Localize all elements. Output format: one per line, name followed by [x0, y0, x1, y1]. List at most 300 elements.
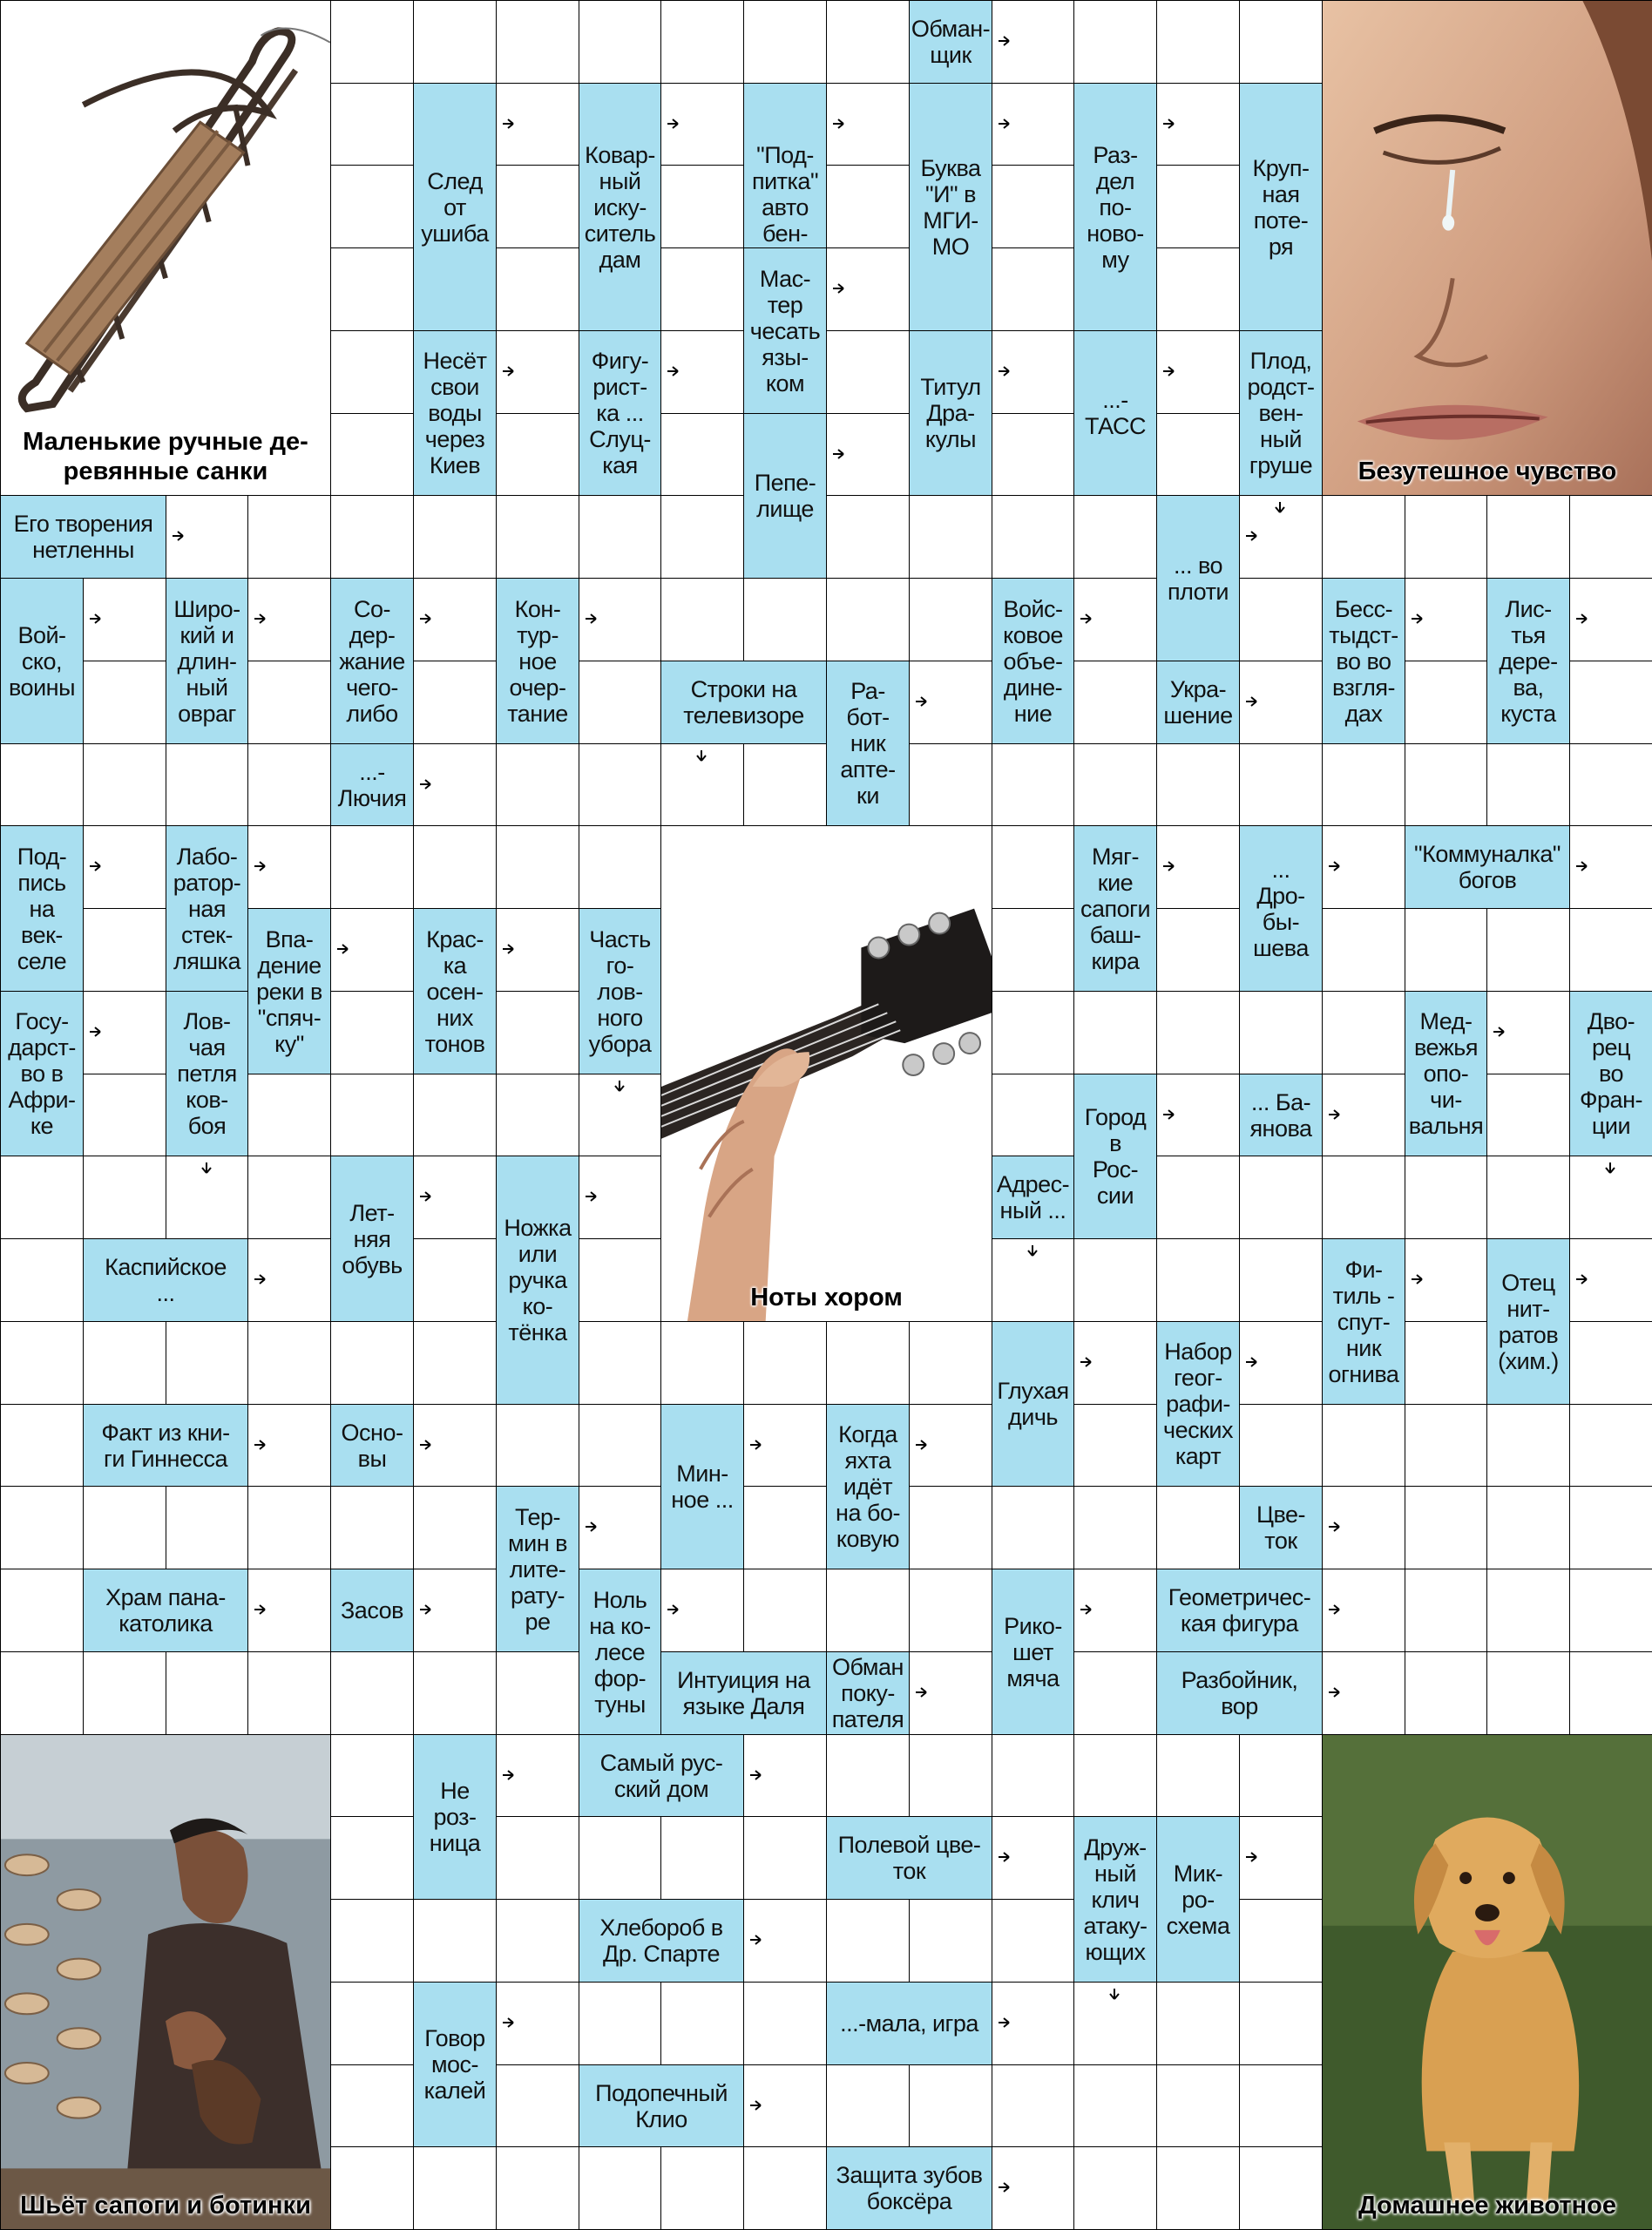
answer-cell[interactable]	[247, 1404, 331, 1487]
answer-cell[interactable]	[743, 1816, 827, 1900]
clue-cell: Ножка или ручка ко- тёнка	[496, 1156, 579, 1405]
answer-cell[interactable]	[496, 908, 579, 992]
answer-cell[interactable]	[413, 1238, 497, 1322]
answer-cell[interactable]	[247, 578, 331, 661]
answer-cell[interactable]	[330, 247, 414, 331]
answer-cell[interactable]	[909, 1404, 992, 1487]
clue-cell: Цве- ток	[1239, 1486, 1323, 1569]
answer-cell[interactable]	[743, 0, 827, 84]
answer-cell[interactable]	[579, 1816, 661, 1900]
answer-cell[interactable]	[1486, 1486, 1570, 1569]
answer-cell[interactable]	[1239, 661, 1323, 744]
answer-cell[interactable]	[826, 1321, 910, 1405]
answer-cell[interactable]	[1239, 1156, 1323, 1239]
answer-cell[interactable]	[1405, 661, 1487, 744]
answer-cell[interactable]	[413, 825, 497, 909]
answer-cell[interactable]	[1239, 578, 1323, 661]
clue-cell: Хлебороб в Др. Спарте	[579, 1899, 744, 1983]
answer-cell[interactable]	[826, 330, 910, 414]
answer-cell[interactable]	[992, 83, 1074, 166]
answer-cell[interactable]	[992, 1238, 1074, 1322]
answer-cell[interactable]	[1569, 908, 1652, 992]
answer-cell[interactable]	[247, 825, 331, 909]
answer-cell[interactable]	[660, 247, 744, 331]
answer-cell[interactable]	[1073, 495, 1157, 579]
answer-cell[interactable]	[0, 1404, 84, 1487]
answer-cell[interactable]	[413, 0, 497, 84]
clue-cell: Укра- шение	[1156, 661, 1240, 744]
answer-cell[interactable]	[660, 330, 744, 414]
answer-cell[interactable]	[1156, 1156, 1240, 1239]
answer-cell[interactable]	[1322, 1074, 1405, 1156]
answer-cell[interactable]	[1156, 1238, 1240, 1322]
answer-cell[interactable]	[1239, 991, 1323, 1074]
answer-cell[interactable]	[909, 1486, 992, 1569]
answer-cell[interactable]	[330, 2064, 414, 2147]
answer-cell[interactable]	[1239, 743, 1323, 826]
answer-cell[interactable]	[992, 413, 1074, 496]
guitar-caption: Ноты хором	[750, 1284, 903, 1312]
answer-cell[interactable]	[992, 2146, 1074, 2230]
answer-cell[interactable]	[1405, 1569, 1487, 1652]
clue-cell: ...- Лючия	[330, 743, 414, 826]
answer-cell[interactable]	[1486, 495, 1570, 579]
answer-cell[interactable]	[330, 1651, 414, 1735]
answer-cell[interactable]	[826, 0, 910, 84]
answer-cell[interactable]	[496, 495, 579, 579]
clue-cell: Обман- щик	[909, 0, 992, 84]
answer-cell[interactable]	[1569, 825, 1652, 909]
answer-cell[interactable]	[413, 1404, 497, 1487]
answer-cell[interactable]	[1569, 743, 1652, 826]
answer-cell[interactable]	[247, 1321, 331, 1405]
answer-cell[interactable]	[579, 2146, 661, 2230]
answer-cell[interactable]	[660, 1321, 744, 1405]
answer-cell[interactable]	[1322, 908, 1405, 992]
answer-cell[interactable]	[992, 330, 1074, 414]
answer-cell[interactable]	[1156, 2064, 1240, 2147]
answer-cell[interactable]	[0, 743, 84, 826]
answer-cell[interactable]	[660, 165, 744, 248]
answer-cell[interactable]	[1073, 991, 1157, 1074]
answer-cell[interactable]	[909, 1734, 992, 1817]
answer-cell[interactable]	[660, 2146, 744, 2230]
answer-cell[interactable]	[83, 1156, 166, 1239]
answer-cell[interactable]	[660, 0, 744, 84]
answer-cell[interactable]	[247, 743, 331, 826]
answer-cell[interactable]	[1156, 1486, 1240, 1569]
answer-cell[interactable]	[909, 1651, 992, 1735]
answer-cell[interactable]	[413, 578, 497, 661]
answer-cell[interactable]	[743, 2146, 827, 2230]
answer-cell[interactable]	[909, 495, 992, 579]
answer-cell[interactable]	[83, 1321, 166, 1405]
answer-cell[interactable]	[660, 1816, 744, 1900]
clue-cell: Геометричес- кая фигура	[1156, 1569, 1323, 1652]
answer-cell[interactable]	[1486, 1074, 1570, 1156]
answer-cell[interactable]	[1322, 1156, 1405, 1239]
answer-cell[interactable]	[909, 743, 992, 826]
answer-cell[interactable]	[83, 578, 166, 661]
answer-cell[interactable]	[1156, 908, 1240, 992]
answer-cell[interactable]	[496, 1899, 579, 1983]
answer-cell[interactable]	[1405, 495, 1487, 579]
answer-cell[interactable]	[1486, 1569, 1570, 1652]
answer-cell[interactable]	[579, 1404, 661, 1487]
answer-cell[interactable]	[579, 743, 661, 826]
answer-cell[interactable]	[1322, 1486, 1405, 1569]
answer-cell[interactable]	[413, 1156, 497, 1239]
clue-cell: Тер- мин в лите- рату- ре	[496, 1486, 579, 1652]
answer-cell[interactable]	[247, 1238, 331, 1322]
answer-cell[interactable]	[83, 1651, 166, 1735]
answer-cell[interactable]	[992, 0, 1074, 84]
answer-cell[interactable]	[743, 1569, 827, 1652]
answer-cell[interactable]	[743, 1982, 827, 2065]
answer-cell[interactable]	[660, 413, 744, 496]
answer-cell[interactable]	[330, 991, 414, 1074]
answer-cell[interactable]	[1156, 83, 1240, 166]
answer-cell[interactable]	[0, 1569, 84, 1652]
answer-cell[interactable]	[1405, 1651, 1487, 1735]
answer-cell[interactable]	[826, 1899, 910, 1983]
answer-cell[interactable]	[496, 1816, 579, 1900]
answer-cell[interactable]	[166, 1156, 248, 1239]
answer-cell[interactable]	[1073, 1734, 1157, 1817]
answer-cell[interactable]	[579, 1074, 661, 1156]
clue-cell: Лет- няя обувь	[330, 1156, 414, 1322]
answer-cell[interactable]	[413, 1569, 497, 1652]
answer-cell[interactable]	[83, 1074, 166, 1156]
clue-cell: Интуиция на языке Даля	[660, 1651, 827, 1735]
answer-cell[interactable]	[330, 495, 414, 579]
answer-cell[interactable]	[743, 1321, 827, 1405]
answer-cell[interactable]	[992, 247, 1074, 331]
clue-cell: Ковар- ный иску- ситель дам	[579, 83, 661, 331]
answer-cell[interactable]	[1239, 1321, 1323, 1405]
answer-cell[interactable]	[1405, 1238, 1487, 1322]
answer-cell[interactable]	[247, 495, 331, 579]
answer-cell[interactable]	[1073, 0, 1157, 84]
answer-cell[interactable]	[1239, 1238, 1323, 1322]
answer-cell[interactable]	[992, 825, 1074, 909]
answer-cell[interactable]	[330, 2146, 414, 2230]
answer-cell[interactable]	[413, 495, 497, 579]
answer-cell[interactable]	[1322, 1569, 1405, 1652]
answer-cell[interactable]	[1156, 330, 1240, 414]
answer-cell[interactable]	[579, 495, 661, 579]
answer-cell[interactable]	[1405, 743, 1487, 826]
answer-cell[interactable]	[1073, 1569, 1157, 1652]
answer-cell[interactable]	[1156, 1074, 1240, 1156]
answer-cell[interactable]	[496, 825, 579, 909]
answer-cell[interactable]	[83, 743, 166, 826]
answer-cell[interactable]	[743, 1486, 827, 1569]
tears-picture	[1322, 0, 1652, 496]
answer-cell[interactable]	[413, 2146, 497, 2230]
answer-cell[interactable]	[496, 1651, 579, 1735]
answer-cell[interactable]	[1156, 991, 1240, 1074]
answer-cell[interactable]	[496, 1982, 579, 2065]
answer-cell[interactable]	[826, 83, 910, 166]
answer-cell[interactable]	[1156, 2146, 1240, 2230]
answer-cell[interactable]	[413, 1321, 497, 1405]
answer-cell[interactable]	[1405, 578, 1487, 661]
answer-cell[interactable]	[166, 1651, 248, 1735]
answer-cell[interactable]	[1486, 1651, 1570, 1735]
answer-cell[interactable]	[826, 247, 910, 331]
answer-cell[interactable]	[909, 1569, 992, 1652]
answer-cell[interactable]	[0, 1651, 84, 1735]
answer-cell[interactable]	[1486, 908, 1570, 992]
answer-cell[interactable]	[166, 1486, 248, 1569]
answer-cell[interactable]	[743, 578, 827, 661]
answer-cell[interactable]	[496, 413, 579, 496]
answer-cell[interactable]	[330, 413, 414, 496]
answer-cell[interactable]	[1073, 743, 1157, 826]
answer-cell[interactable]	[1322, 1404, 1405, 1487]
answer-cell[interactable]	[496, 1074, 579, 1156]
answer-cell[interactable]	[1073, 2146, 1157, 2230]
answer-cell[interactable]	[743, 1899, 827, 1983]
answer-cell[interactable]	[992, 165, 1074, 248]
answer-cell[interactable]	[1239, 1734, 1323, 1817]
answer-cell[interactable]	[909, 661, 992, 744]
answer-cell[interactable]	[166, 1321, 248, 1405]
answer-cell[interactable]	[660, 1569, 744, 1652]
answer-cell[interactable]	[660, 578, 744, 661]
answer-cell[interactable]	[247, 661, 331, 744]
answer-cell[interactable]	[1073, 1238, 1157, 1322]
answer-cell[interactable]	[1239, 495, 1323, 579]
answer-cell[interactable]	[1073, 1651, 1157, 1735]
answer-cell[interactable]	[1486, 743, 1570, 826]
answer-cell[interactable]	[1322, 991, 1405, 1074]
answer-cell[interactable]	[992, 1486, 1074, 1569]
answer-cell[interactable]	[247, 1569, 331, 1652]
answer-cell[interactable]	[1239, 1816, 1323, 1900]
answer-cell[interactable]	[826, 1569, 910, 1652]
answer-cell[interactable]	[1156, 825, 1240, 909]
answer-cell[interactable]	[660, 83, 744, 166]
answer-cell[interactable]	[579, 1486, 661, 1569]
tears-caption: Безутешное чувство	[1357, 458, 1617, 485]
answer-cell[interactable]	[1239, 2146, 1323, 2230]
answer-cell[interactable]	[1073, 661, 1157, 744]
answer-cell[interactable]	[247, 1651, 331, 1735]
answer-cell[interactable]	[0, 1321, 84, 1405]
answer-cell[interactable]	[83, 661, 166, 744]
answer-cell[interactable]	[1569, 578, 1652, 661]
answer-cell[interactable]	[1569, 1486, 1652, 1569]
answer-cell[interactable]	[0, 1238, 84, 1322]
answer-cell[interactable]	[992, 1899, 1074, 1983]
answer-cell[interactable]	[330, 1982, 414, 2065]
answer-cell[interactable]	[1486, 1404, 1570, 1487]
answer-cell[interactable]	[992, 495, 1074, 579]
answer-cell[interactable]	[1322, 495, 1405, 579]
answer-cell[interactable]	[579, 825, 661, 909]
answer-cell[interactable]	[579, 661, 661, 744]
answer-cell[interactable]	[992, 743, 1074, 826]
answer-cell[interactable]	[579, 0, 661, 84]
answer-cell[interactable]	[330, 1734, 414, 1817]
answer-cell[interactable]	[743, 2064, 827, 2147]
answer-cell[interactable]	[826, 2064, 910, 2147]
answer-cell[interactable]	[83, 825, 166, 909]
answer-cell[interactable]	[826, 413, 910, 496]
answer-cell[interactable]	[909, 1321, 992, 1405]
answer-cell[interactable]	[330, 1486, 414, 1569]
answer-cell[interactable]	[1156, 413, 1240, 496]
answer-cell[interactable]	[413, 1074, 497, 1156]
answer-cell[interactable]	[992, 1734, 1074, 1817]
answer-cell[interactable]	[330, 165, 414, 248]
answer-cell[interactable]	[1156, 1982, 1240, 2065]
clue-cell: Строки на телевизоре	[660, 661, 827, 744]
answer-cell[interactable]	[1569, 1569, 1652, 1652]
answer-cell[interactable]	[496, 991, 579, 1074]
answer-cell[interactable]	[826, 165, 910, 248]
answer-cell[interactable]	[330, 1816, 414, 1900]
answer-cell[interactable]	[166, 743, 248, 826]
answer-cell[interactable]	[496, 1734, 579, 1817]
answer-cell[interactable]	[1239, 0, 1323, 84]
answer-cell[interactable]	[496, 247, 579, 331]
answer-cell[interactable]	[330, 1899, 414, 1983]
answer-cell[interactable]	[1569, 1156, 1652, 1239]
answer-cell[interactable]	[330, 825, 414, 909]
answer-cell[interactable]	[247, 1156, 331, 1239]
answer-cell[interactable]	[579, 1238, 661, 1322]
answer-cell[interactable]	[1239, 1404, 1323, 1487]
answer-cell[interactable]	[579, 578, 661, 661]
answer-cell[interactable]	[1156, 0, 1240, 84]
answer-cell[interactable]	[413, 661, 497, 744]
answer-cell[interactable]	[1073, 2064, 1157, 2147]
answer-cell[interactable]	[992, 991, 1074, 1074]
answer-cell[interactable]	[1073, 1321, 1157, 1405]
answer-cell[interactable]	[413, 1651, 497, 1735]
answer-cell[interactable]	[579, 1321, 661, 1405]
answer-cell[interactable]	[826, 578, 910, 661]
answer-cell[interactable]	[992, 1074, 1074, 1156]
answer-cell[interactable]	[1405, 1404, 1487, 1487]
answer-cell[interactable]	[496, 0, 579, 84]
answer-cell[interactable]	[909, 578, 992, 661]
answer-cell[interactable]	[330, 1074, 414, 1156]
answer-cell[interactable]	[496, 743, 579, 826]
answer-cell[interactable]	[1322, 743, 1405, 826]
clue-cell: ... во плоти	[1156, 495, 1240, 661]
answer-cell[interactable]	[1073, 578, 1157, 661]
answer-cell[interactable]	[413, 1899, 497, 1983]
answer-cell[interactable]	[1156, 165, 1240, 248]
answer-cell[interactable]	[1569, 1321, 1652, 1405]
answer-cell[interactable]	[826, 495, 910, 579]
answer-cell[interactable]	[1405, 1156, 1487, 1239]
answer-cell[interactable]	[1405, 1486, 1487, 1569]
answer-cell[interactable]	[496, 2146, 579, 2230]
answer-cell[interactable]	[909, 1899, 992, 1983]
answer-cell[interactable]	[1569, 495, 1652, 579]
answer-cell[interactable]	[1073, 1404, 1157, 1487]
answer-cell[interactable]	[166, 495, 248, 579]
answer-cell[interactable]	[743, 1734, 827, 1817]
guitar-hand-image	[661, 826, 992, 1321]
answer-cell[interactable]	[743, 743, 827, 826]
clue-cell: Храм пана- католика	[83, 1569, 248, 1652]
answer-cell[interactable]	[413, 1486, 497, 1569]
shoemaker-picture	[0, 1734, 331, 2230]
answer-cell[interactable]	[1156, 1734, 1240, 1817]
answer-cell[interactable]	[330, 0, 414, 84]
answer-cell[interactable]	[496, 330, 579, 414]
answer-cell[interactable]	[909, 2064, 992, 2147]
answer-cell[interactable]	[660, 495, 744, 579]
answer-cell[interactable]	[1156, 743, 1240, 826]
answer-cell[interactable]	[992, 2064, 1074, 2147]
answer-cell[interactable]	[660, 1982, 744, 2065]
answer-cell[interactable]	[660, 743, 744, 826]
answer-cell[interactable]	[496, 165, 579, 248]
answer-cell[interactable]	[826, 1734, 910, 1817]
answer-cell[interactable]	[0, 1156, 84, 1239]
answer-cell[interactable]	[0, 1486, 84, 1569]
answer-cell[interactable]	[330, 908, 414, 992]
answer-cell[interactable]	[1239, 1982, 1323, 2065]
answer-cell[interactable]	[579, 1156, 661, 1239]
answer-cell[interactable]	[1239, 2064, 1323, 2147]
answer-cell[interactable]	[1569, 661, 1652, 744]
answer-cell[interactable]	[1405, 1321, 1487, 1405]
answer-cell[interactable]	[1239, 1899, 1323, 1983]
clue-cell: Мас- тер чесать язы- ком	[743, 247, 827, 414]
answer-cell[interactable]	[992, 1982, 1074, 2065]
answer-cell[interactable]	[1322, 825, 1405, 909]
answer-cell[interactable]	[330, 83, 414, 166]
answer-cell[interactable]	[992, 1816, 1074, 1900]
answer-cell[interactable]	[496, 2064, 579, 2147]
answer-cell[interactable]	[1486, 991, 1570, 1074]
answer-cell[interactable]	[247, 1486, 331, 1569]
crying-face-image	[1323, 1, 1652, 495]
answer-cell[interactable]	[496, 83, 579, 166]
clue-cell: Не роз- ница	[413, 1734, 497, 1900]
answer-cell[interactable]	[992, 908, 1074, 992]
answer-cell[interactable]	[1569, 1651, 1652, 1735]
answer-cell[interactable]	[1156, 247, 1240, 331]
answer-cell[interactable]	[83, 908, 166, 992]
answer-cell[interactable]	[1486, 1156, 1570, 1239]
answer-cell[interactable]	[330, 1321, 414, 1405]
answer-cell[interactable]	[1569, 1404, 1652, 1487]
clue-cell: Госу- дарст- во в Афри- ке	[0, 991, 84, 1156]
answer-cell[interactable]	[496, 1404, 579, 1487]
answer-cell[interactable]	[1569, 1238, 1652, 1322]
answer-cell[interactable]	[330, 330, 414, 414]
answer-cell[interactable]	[83, 1486, 166, 1569]
answer-cell[interactable]	[83, 991, 166, 1074]
answer-cell[interactable]	[1073, 1486, 1157, 1569]
answer-cell[interactable]	[1322, 1651, 1405, 1735]
answer-cell[interactable]	[413, 743, 497, 826]
answer-cell[interactable]	[1405, 908, 1487, 992]
answer-cell[interactable]	[247, 1074, 331, 1156]
answer-cell[interactable]	[743, 1404, 827, 1487]
answer-cell[interactable]	[1073, 1982, 1157, 2065]
answer-cell[interactable]	[579, 1982, 661, 2065]
